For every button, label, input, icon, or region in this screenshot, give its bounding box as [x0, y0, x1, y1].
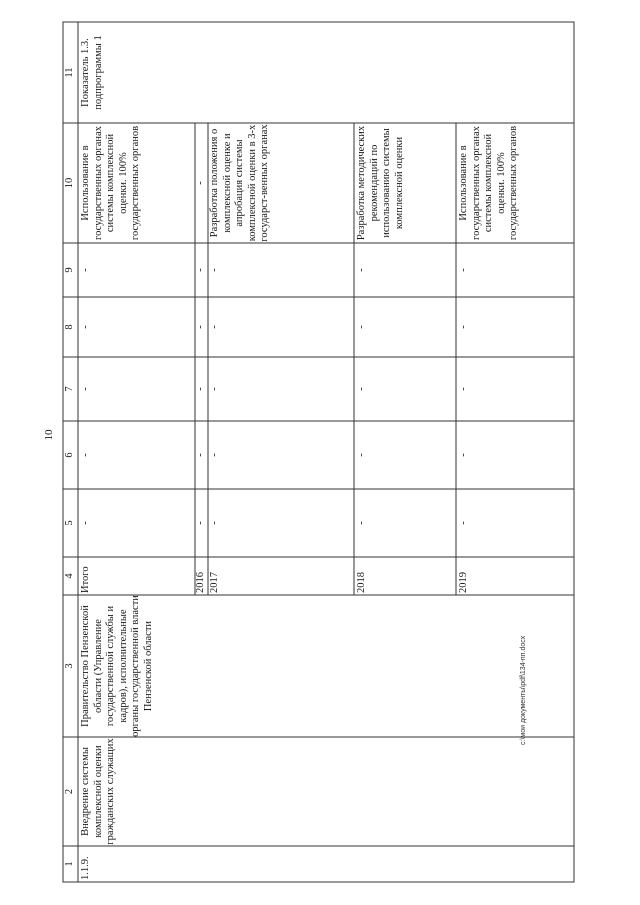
header-col-9: 9: [64, 267, 75, 273]
year-label: 2017: [209, 572, 220, 593]
header-col-10: 10: [64, 177, 75, 189]
executor: Правительство Пензенской области (Управление государственной службы и кадров), исполнительные органы государственной власти Пензенской области: [80, 595, 154, 737]
cell-value: -: [209, 325, 220, 329]
header-col-1: 1: [64, 861, 75, 867]
expected-result: Использование в государственных органах системы комплексной оценки. 100% государственных органов: [458, 125, 520, 241]
year-label: 2019: [458, 572, 469, 593]
year-label: 2018: [356, 572, 367, 593]
cell-value: -: [458, 521, 469, 525]
cell-value: -: [80, 521, 91, 525]
header-col-2: 2: [64, 788, 75, 795]
expected-result: -: [195, 181, 206, 185]
header-col-6: 6: [64, 452, 75, 458]
measure-name: Внедрение системы комплексной оценки гражданских служащих: [80, 738, 117, 845]
header-col-11: 11: [64, 67, 75, 78]
cell-value: -: [458, 325, 469, 329]
cell-value: -: [209, 268, 220, 272]
cell-value: -: [458, 453, 469, 457]
cell-value: -: [80, 387, 91, 391]
year-label: Итого: [80, 566, 91, 593]
header-col-4: 4: [64, 573, 75, 579]
expected-result: Разработка методических рекомендаций по использованию системы комплексной оценки: [356, 125, 405, 241]
cell-value: -: [209, 387, 220, 391]
cell-value: -: [356, 325, 367, 329]
page-number: 10: [43, 429, 55, 441]
expected-result: Использование в государственных органах системы комплексной оценки. 100% государственных органов: [80, 125, 142, 241]
year-label: 2016: [195, 572, 206, 593]
cell-value: -: [80, 453, 91, 457]
cell-value: -: [458, 268, 469, 272]
cell-value: -: [195, 521, 206, 525]
cell-value: -: [195, 268, 206, 272]
cell-value: -: [80, 268, 91, 272]
cell-value: -: [356, 453, 367, 457]
cell-value: -: [195, 453, 206, 457]
cell-value: -: [80, 325, 91, 329]
cell-value: -: [356, 268, 367, 272]
row-number: 1.1.9.: [80, 856, 91, 880]
header-col-7: 7: [64, 386, 75, 392]
indicator: Показатель 1.3. подпрограммы 1: [80, 35, 104, 110]
footer-file-path: c:\мои документы\pdf\134-пп.docx: [520, 635, 527, 745]
header-col-8: 8: [64, 324, 75, 330]
header-col-5: 5: [64, 520, 75, 526]
cell-value: -: [356, 521, 367, 525]
cell-value: -: [458, 387, 469, 391]
cell-value: -: [209, 521, 220, 525]
cell-value: -: [195, 325, 206, 329]
cell-value: -: [209, 453, 220, 457]
cell-value: -: [195, 387, 206, 391]
expected-result: Разработка положения о комплексной оценке и апробация системы комплексной оценки в 3-х государст-венных органах: [209, 124, 271, 242]
header-col-3: 3: [64, 663, 75, 669]
cell-value: -: [356, 387, 367, 391]
